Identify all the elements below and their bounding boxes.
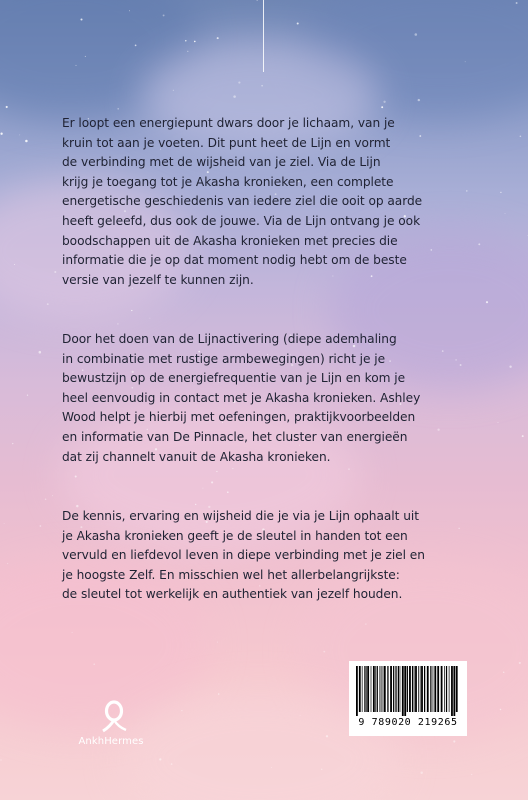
text-line: informatie die je op dat moment nodig hebt om de beste	[62, 253, 407, 268]
barcode-bar	[380, 666, 381, 712]
star	[181, 710, 182, 711]
star	[520, 136, 522, 138]
star	[238, 82, 240, 84]
barcode-bar	[395, 666, 396, 712]
publisher-name: AnkhHermes	[78, 736, 144, 747]
barcode-bar	[441, 666, 443, 712]
star	[52, 495, 53, 496]
star	[80, 18, 82, 20]
star	[227, 491, 229, 493]
barcode-bar	[365, 666, 366, 712]
text-line: Door het doen van de Lijnactivering (diepe ademhaling	[62, 332, 397, 346]
star	[12, 443, 13, 444]
barcode-bar	[418, 666, 419, 712]
text-line: je Akasha kronieken geeft je de sleutel in handen tot een	[62, 528, 408, 543]
star	[420, 772, 422, 774]
star	[323, 651, 325, 653]
barcode-bar	[362, 666, 363, 712]
star	[486, 301, 488, 303]
star	[500, 192, 501, 193]
barcode-bar	[404, 666, 406, 716]
star	[218, 693, 220, 695]
divider-line	[263, 0, 264, 72]
star	[522, 435, 524, 437]
barcode-bar	[433, 666, 434, 712]
star	[194, 41, 196, 43]
barcode-bar	[407, 666, 408, 712]
barcode-bar	[430, 666, 431, 712]
barcode-bar	[381, 666, 382, 712]
barcode-bar	[444, 666, 445, 712]
barcode-bar	[409, 666, 411, 712]
text-line: je hoogste Zelf. En misschien wel het allerbelangrijkste:	[62, 567, 400, 582]
barcode-bar	[384, 666, 386, 712]
star	[202, 488, 203, 489]
barcode	[349, 661, 467, 736]
star	[117, 108, 119, 110]
barcode-bar	[371, 666, 372, 712]
star	[365, 624, 366, 625]
star	[216, 471, 217, 472]
paragraph-1	[62, 114, 482, 290]
star	[25, 140, 28, 143]
star	[300, 715, 301, 716]
barcode-bar	[446, 666, 447, 712]
barcode-bar	[420, 666, 421, 712]
barcode-bar	[421, 666, 423, 712]
barcode-bar	[451, 666, 453, 716]
paragraph-2	[62, 330, 482, 467]
star	[418, 99, 420, 101]
barcode-bar	[393, 666, 394, 712]
star	[117, 323, 119, 325]
text-line: heeft geleefd, dus ook de jouwe. Via de Lijn ontvang je ook	[62, 213, 421, 228]
barcode-number: 9 789020 219265	[358, 717, 458, 728]
text-line: heel eenvoudig in contact met je Akasha kronieken. Ashley	[62, 390, 421, 405]
barcode-bar	[400, 666, 401, 712]
star	[0, 133, 2, 135]
barcode-bar	[364, 666, 365, 712]
barcode-bar	[390, 666, 392, 712]
text-line: energetische geschiedenis van iedere ziel die ooit op aarde	[62, 194, 423, 209]
star	[163, 14, 165, 16]
star	[348, 468, 350, 470]
star	[187, 51, 188, 52]
barcode-bar	[402, 666, 404, 716]
text-line: en informatie van De Pinnacle, het cluster van energieën	[62, 429, 408, 444]
star	[171, 763, 173, 765]
star	[39, 351, 42, 354]
barcode-bar	[356, 666, 358, 716]
barcode-bar	[377, 666, 378, 712]
barcode-bars	[355, 666, 461, 716]
star	[6, 106, 8, 108]
barcode-bar	[412, 666, 413, 712]
star	[383, 101, 385, 103]
barcode-bar	[437, 666, 439, 712]
star	[47, 303, 49, 305]
star	[381, 106, 383, 108]
star	[271, 767, 272, 768]
star	[505, 213, 506, 214]
star	[14, 264, 15, 265]
ankh-logo-icon	[100, 700, 128, 734]
star	[131, 310, 132, 311]
star	[217, 642, 218, 643]
star	[4, 523, 5, 524]
text-line: krijg je toegang tot je Akasha kronieken, een complete	[62, 174, 394, 189]
barcode-bar	[456, 666, 458, 712]
text-line: boodschappen uit de Akasha kronieken met precies die	[62, 233, 398, 248]
paragraph-3	[62, 507, 482, 605]
barcode-bar	[449, 666, 450, 712]
star	[173, 90, 174, 91]
barcode-bar	[415, 666, 417, 712]
barcode-bar	[375, 666, 376, 712]
star	[27, 395, 28, 396]
star	[471, 774, 472, 775]
star	[261, 85, 263, 87]
star	[7, 563, 8, 564]
star	[217, 37, 219, 39]
text-line: de sleutel tot werkelijk en authentiek van jezelf houden.	[62, 587, 403, 602]
text-line: Er loopt een energiepunt dwars door je lichaam, van je	[62, 116, 395, 130]
text-line: de verbinding met de wijsheid van je ziel. Via de Lijn	[62, 155, 381, 170]
star	[195, 504, 196, 505]
star	[72, 632, 73, 633]
star	[40, 525, 42, 527]
barcode-bar	[367, 666, 369, 712]
star	[85, 56, 86, 57]
star	[326, 735, 328, 737]
star	[321, 769, 322, 770]
star	[159, 758, 161, 760]
star	[93, 663, 94, 664]
star	[498, 422, 499, 423]
barcode-bar	[383, 666, 384, 712]
barcode-bar	[373, 666, 375, 712]
text-line: vervuld en liefdevol leven in diepe verbinding met je ziel en	[62, 548, 425, 563]
text-line: Wood helpt je hierbij met oefeningen, praktijkvoorbeelden	[62, 410, 416, 425]
star	[150, 318, 151, 319]
star	[503, 671, 505, 673]
text-line: in combinatie met rustige armbewegingen) richt je je	[62, 351, 386, 366]
star	[415, 33, 418, 36]
star	[453, 740, 455, 742]
star	[75, 475, 77, 477]
text-line: dat zij channelt vanuit de Akasha kronieken.	[62, 449, 331, 464]
star	[19, 134, 20, 135]
star	[297, 22, 299, 24]
text-line: De kennis, ervaring en wijsheid die je via je Lijn ophaalt uit	[62, 509, 419, 523]
barcode-bar	[398, 666, 399, 712]
barcode-bar	[453, 666, 455, 716]
star	[54, 271, 56, 273]
star	[232, 468, 233, 469]
barcode-bar	[414, 666, 415, 712]
text-line: versie van jezelf te kunnen zijn.	[62, 272, 254, 287]
star	[211, 481, 213, 483]
star	[519, 662, 521, 664]
star	[0, 759, 1, 760]
text-line: bewustzijn op de energiefrequentie van je Lijn en kom je	[62, 371, 406, 386]
star	[135, 45, 137, 47]
star	[465, 61, 466, 62]
star	[45, 498, 47, 500]
barcode-bar	[427, 666, 429, 712]
publisher-logo	[78, 700, 144, 747]
star	[75, 65, 76, 66]
text-line: kruin tot aan je voeten. Dit punt heet de Lijn en vormt	[62, 135, 391, 150]
star	[233, 95, 236, 98]
star	[500, 709, 501, 710]
star	[256, 0, 258, 1]
barcode-bar	[424, 666, 425, 712]
barcode-bar	[359, 666, 361, 712]
star	[129, 10, 130, 11]
star	[185, 40, 186, 41]
barcode-bar	[434, 666, 436, 712]
barcode-bar	[387, 666, 388, 712]
star	[509, 366, 511, 368]
star	[516, 2, 518, 4]
